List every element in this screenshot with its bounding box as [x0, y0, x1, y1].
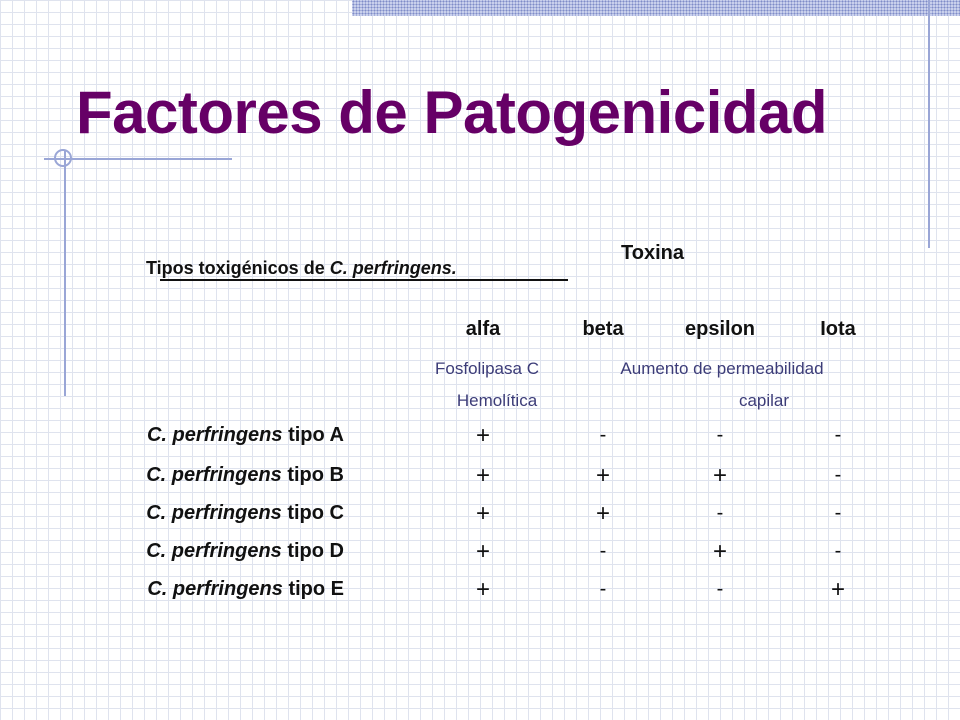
table-cell: - [834, 502, 842, 524]
table-cell: + [475, 576, 491, 603]
column-header-iota: Iota [820, 318, 856, 340]
table-cell: + [712, 462, 728, 489]
table-cell: + [475, 500, 491, 527]
column-header-beta: beta [582, 318, 624, 340]
toxin-header: Toxina [621, 242, 684, 264]
note-capilar: capilar [738, 391, 790, 410]
decorative-vertical-line [64, 150, 66, 396]
caption-underline [160, 279, 568, 281]
row-type: tipo B [287, 464, 344, 486]
column-header-alfa: alfa [465, 318, 501, 340]
table-cell: - [716, 502, 724, 524]
decorative-ring [54, 149, 72, 167]
row-species: C. perfringens [146, 540, 282, 562]
decorative-top-bar [352, 0, 960, 16]
note-hemolitica: Hemolítica [456, 391, 538, 410]
table-cell: + [475, 422, 491, 449]
column-header-epsilon: epsilon [684, 318, 756, 340]
row-species: C. perfringens [146, 424, 283, 446]
table-cell: - [716, 424, 724, 446]
table-cell: - [599, 540, 607, 562]
table-cell: - [834, 464, 842, 486]
table-cell: + [595, 500, 611, 527]
note-aumento-permeabilidad: Aumento de permeabilidad [620, 359, 824, 378]
row-species: C. perfringens [146, 502, 282, 524]
table-cell: - [599, 578, 607, 600]
slide-title: Factores de Patogenicidad [76, 79, 828, 146]
caption-species: C. perfringens. [329, 258, 457, 278]
row-type: tipo A [288, 424, 344, 446]
table-caption [146, 258, 457, 279]
table-cell: - [834, 540, 842, 562]
row-label [147, 424, 344, 447]
row-label [146, 502, 344, 525]
row-type: tipo D [287, 540, 344, 562]
table-cell: - [834, 424, 842, 446]
row-type: tipo E [288, 578, 344, 600]
row-label [146, 540, 344, 563]
table-cell: + [712, 538, 728, 565]
note-fosfolipasa: Fosfolipasa C [435, 359, 539, 378]
table-cell: + [830, 576, 846, 603]
decorative-vertical-line [928, 0, 930, 248]
table-cell: + [475, 462, 491, 489]
row-species: C. perfringens [146, 464, 282, 486]
caption-text: Tipos toxigénicos de [146, 258, 330, 278]
row-type: tipo C [287, 502, 344, 524]
table-cell: - [716, 578, 724, 600]
table-cell: + [475, 538, 491, 565]
row-label [147, 578, 344, 601]
row-species: C. perfringens [147, 578, 283, 600]
row-label [146, 464, 344, 487]
table-cell: + [595, 462, 611, 489]
title-underline [44, 158, 232, 160]
table-cell: - [599, 424, 607, 446]
